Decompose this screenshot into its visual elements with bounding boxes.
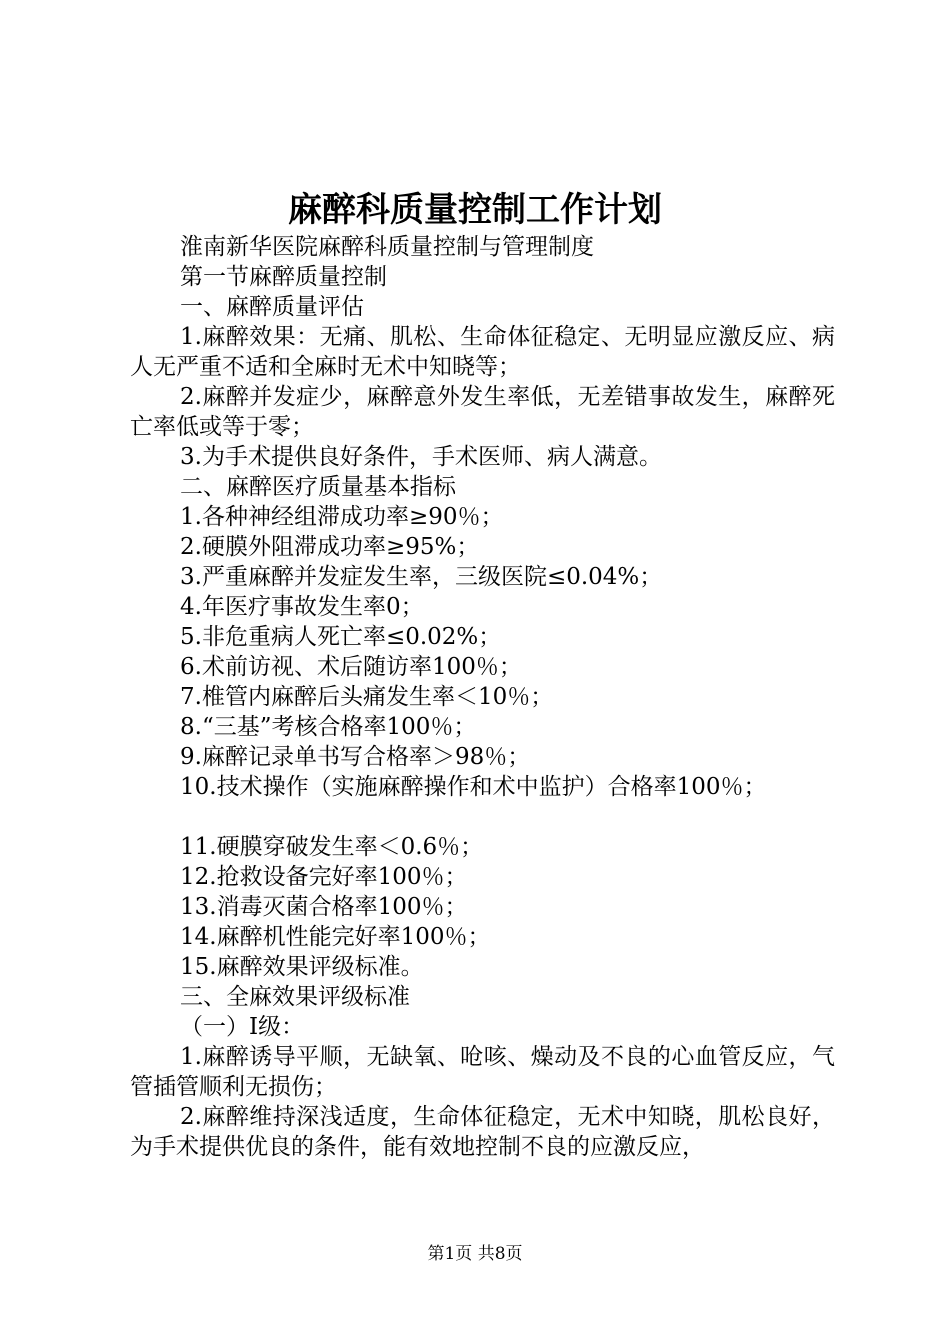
list-item: 11.硬膜穿破发生率＜0.6％； <box>180 834 484 860</box>
subsection-heading: 二、麻醉医疗质量基本指标 <box>180 474 456 500</box>
document-body <box>130 232 835 1162</box>
page-footer: 第1页 共8页 <box>427 1244 523 1264</box>
subtitle-line: 淮南新华医院麻醉科质量控制与管理制度 <box>180 234 594 260</box>
list-item: 3.严重麻醉并发症发生率，三级医院≤0.04%； <box>180 564 663 590</box>
subsection-heading: 三、全麻效果评级标准 <box>180 984 410 1010</box>
list-item: 8.“三基”考核合格率100％； <box>180 714 477 740</box>
grade-heading: （一）Ⅰ级： <box>180 1014 305 1040</box>
list-item: 9.麻醉记录单书写合格率＞98％； <box>180 744 531 770</box>
list-item: 6.术前访视、术后随访率100％； <box>180 654 522 680</box>
list-item: 10.技术操作（实施麻醉操作和术中监护）合格率100％； <box>180 774 767 800</box>
paragraph: 2.麻醉维持深浅适度，生命体征稳定，无术中知晓，肌松良好，为手术提供优良的条件，能有效地控制不良的应激反应， <box>130 1104 835 1160</box>
section-heading: 第一节麻醉质量控制 <box>180 264 387 290</box>
paragraph: 1.麻醉诱导平顺，无缺氧、呛咳、燥动及不良的心血管反应，气管插管顺利无损伤； <box>130 1044 835 1100</box>
list-item: 3.为手术提供良好条件，手术医师、病人满意。 <box>180 444 662 470</box>
list-item: 1.各种神经组滞成功率≥90％； <box>180 504 504 530</box>
subsection-heading: 一、麻醉质量评估 <box>180 294 364 320</box>
list-item: 14.麻醉机性能完好率100％； <box>180 924 491 950</box>
paragraph: 2.麻醉并发症少，麻醉意外发生率低，无差错事故发生，麻醉死亡率低或等于零； <box>130 384 835 440</box>
list-item: 5.非危重病人死亡率≤0.02%； <box>180 624 502 650</box>
blank-line <box>130 802 835 832</box>
list-item: 7.椎管内麻醉后头痛发生率＜10％； <box>180 684 554 710</box>
list-item: 13.消毒灭菌合格率100％； <box>180 894 468 920</box>
list-item: 4.年医疗事故发生率0； <box>180 594 424 620</box>
paragraph: 1.麻醉效果：无痛、肌松、生命体征稳定、无明显应激反应、病人无严重不适和全麻时无术中知晓等； <box>130 324 835 380</box>
document-title: 麻醉科质量控制工作计划 <box>288 190 662 230</box>
list-item: 15.麻醉效果评级标准。 <box>180 954 424 980</box>
list-item: 12.抢救设备完好率100％； <box>180 864 468 890</box>
list-item: 2.硬膜外阻滞成功率≥95%； <box>180 534 480 560</box>
